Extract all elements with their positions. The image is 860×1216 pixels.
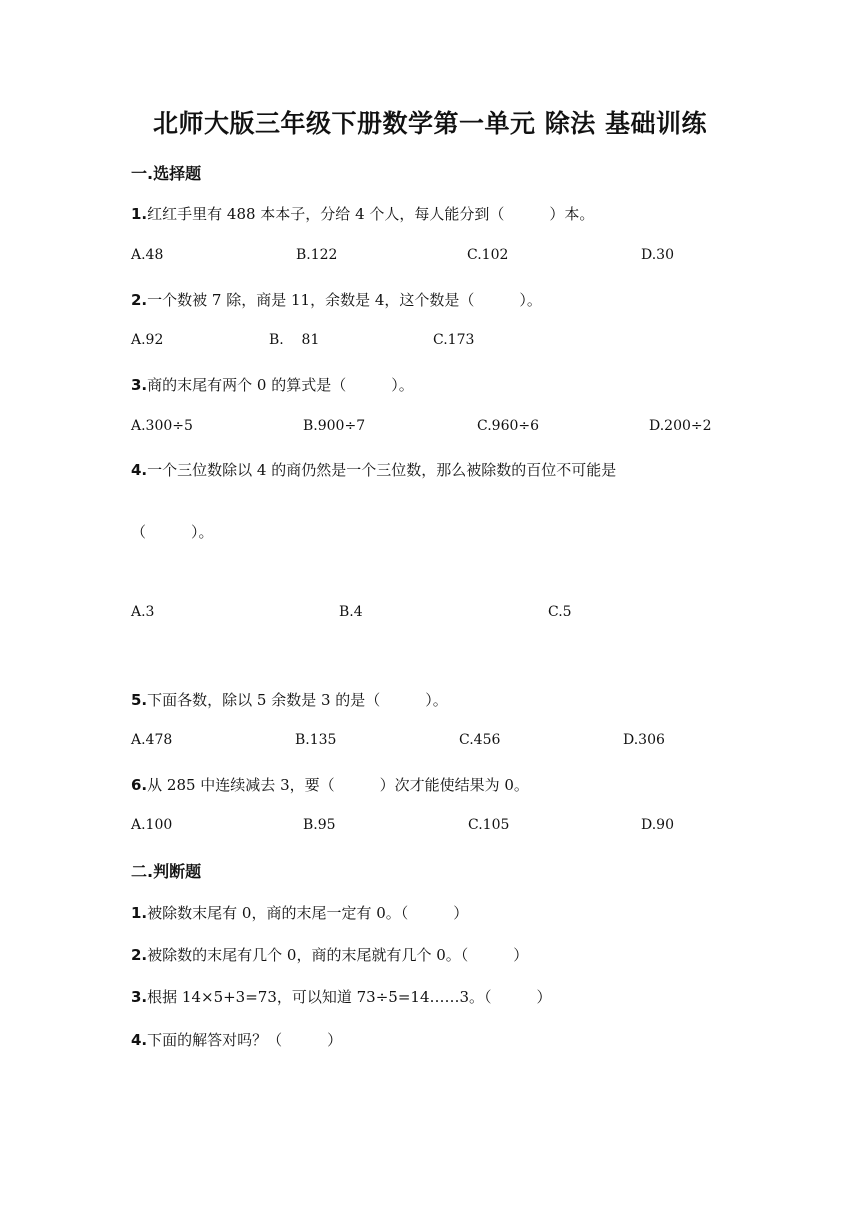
question-number: 4. [131, 461, 148, 479]
option-b: B.135 [295, 732, 337, 748]
option-a: A.48 [131, 247, 164, 263]
option-a: A.478 [131, 732, 173, 748]
question-text: 一个数被 7 除，商是 11，余数是 4，这个数是（ ）。 [147, 291, 542, 309]
option-b: B.95 [303, 817, 336, 833]
judgment-question-2 [131, 944, 528, 965]
question-number: 2. [131, 946, 148, 964]
question-4 [131, 459, 616, 480]
judgment-question-3 [131, 986, 552, 1007]
question-number: 3. [131, 988, 148, 1006]
question-text: 下面的解答对吗？（ ） [147, 1031, 343, 1049]
question-1 [131, 203, 594, 224]
page-title: 北师大版三年级下册数学第一单元 除法 基础训练 [153, 109, 707, 138]
option-a: A.100 [131, 817, 173, 833]
question-text: 根据 14×5+3=73，可以知道 73÷5=14……3。（ ） [147, 988, 552, 1006]
option-c: C.102 [467, 247, 509, 263]
question-text: 下面各数，除以 5 余数是 3 的是（ ）。 [147, 691, 448, 709]
question-6 [131, 774, 529, 795]
option-d: D.200÷2 [649, 418, 712, 434]
option-d: D.30 [641, 247, 674, 263]
option-a: A.3 [131, 604, 155, 620]
question-4-continuation: （ ）。 [131, 523, 214, 541]
question-2 [131, 289, 542, 310]
option-d: D.90 [641, 817, 674, 833]
question-number: 3. [131, 376, 148, 394]
question-text: 被除数末尾有 0，商的末尾一定有 0。（ ） [147, 904, 469, 922]
section-heading-judgment: 二.判断题 [131, 862, 202, 881]
option-a: A.92 [131, 332, 164, 348]
question-text: 从 285 中连续减去 3，要（ ）次才能使结果为 0。 [147, 776, 529, 794]
question-number: 5. [131, 691, 148, 709]
option-b: B.4 [339, 604, 363, 620]
question-number: 1. [131, 904, 148, 922]
question-text: 被除数的末尾有几个 0，商的末尾就有几个 0。（ ） [147, 946, 529, 964]
option-c: C.960÷6 [477, 418, 540, 434]
option-b: B.122 [296, 247, 338, 263]
section-heading-choice: 一.选择题 [131, 164, 202, 183]
option-b: B. 81 [269, 332, 320, 348]
question-number: 6. [131, 776, 148, 794]
question-3 [131, 374, 414, 395]
option-a: A.300÷5 [131, 418, 193, 434]
question-text: 一个三位数除以 4 的商仍然是一个三位数，那么被除数的百位不可能是 [147, 461, 617, 479]
option-c: C.105 [468, 817, 510, 833]
option-b: B.900÷7 [303, 418, 366, 434]
question-text: 商的末尾有两个 0 的算式是（ ）。 [147, 376, 414, 394]
question-number: 2. [131, 291, 148, 309]
option-c: C.456 [459, 732, 501, 748]
judgment-question-4 [131, 1029, 342, 1050]
question-text: 红红手里有 488 本本子，分给 4 个人，每人能分到（ ）本。 [147, 205, 595, 223]
option-c: C.173 [433, 332, 475, 348]
option-d: D.306 [623, 732, 665, 748]
question-number: 4. [131, 1031, 148, 1049]
question-number: 1. [131, 205, 148, 223]
option-c: C.5 [548, 604, 572, 620]
question-5 [131, 689, 448, 710]
judgment-question-1 [131, 902, 468, 923]
